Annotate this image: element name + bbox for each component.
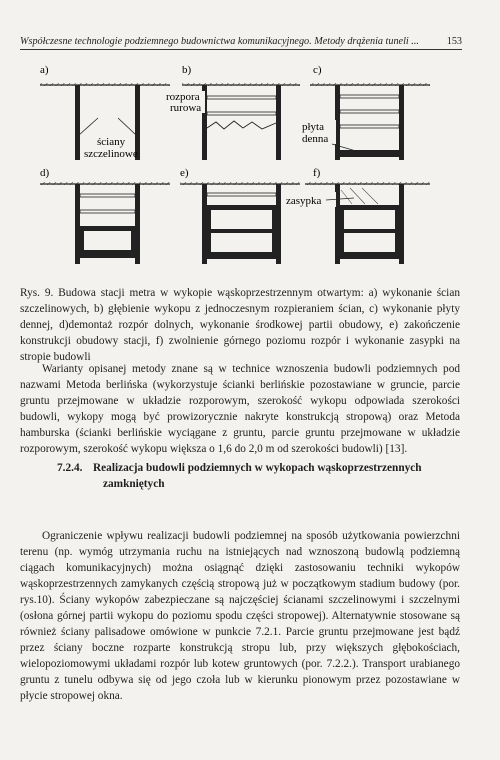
panel-f (282, 167, 430, 264)
panel-label-c: c) (313, 64, 322, 76)
paragraph-closed-excavations: Ograniczenie wpływu realizacji budowli podziemnej na sposób użytkowania powierzchni terenu (np. wymóg utrzymania ruchu na istniejących nad wznoszoną budowlą podziemną ciągach komunikacyjnych) można osiągnąć dzięki zastosowaniu techniki wykopów wąskoprzestrzennych zamykanych częścią stropową już w początkowym stadium budowy (por. rys.10). Ściany wykopów zabezpieczane są najczęściej ścianami szczelinowymi i szczelnymi (osłona górnej partii wykopu do poziomu spodu części stropowej). Alternatywnie stosowane są również ściany palisadowe omówione w punkcie 7.2.1. Parcie gruntu przejmowane jest bądź przez ściany boczne rozparte konstrukcją stropu lub, przy większych głębokościach, wielopoziomowymi układami rozpór lub kotew gruntowych (por. 7.2.2.). Transport urabianego gruntu z tunelu odbywa się od jego czoła lub w kierunku pionowym przez pozostawiane w płycie stropowej okna. (20, 530, 460, 702)
section-heading (57, 460, 457, 492)
label-denna: denna (302, 133, 329, 145)
section-title-line1: Realizacja budowli podziemnych w wykopach wąskoprzestrzennych (93, 462, 422, 474)
panel-c (300, 64, 430, 160)
figure-caption: Rys. 9. Budowa stacji metra w wykopie wąskoprzestrzennym otwartym: a) wykonanie ścian szczelinowych, b) głębienie wykopu z jednoczesnym rozpieraniem ścian, c) wykonanie płyty dennej, d)demontaż rozpór dolnych, wykonanie środkowej partii obudowy, e) zakończenie konstrukcji obudowy stacji, f) zwolnienie górnego poziomu rozpór i wykonanie zasypki na stropie budowli (20, 287, 460, 363)
panel-a (40, 64, 170, 160)
panel-d (40, 167, 170, 264)
label-rozpora: rozpora (166, 91, 200, 103)
panel-e (180, 167, 300, 264)
label-sciany: ściany (97, 136, 126, 148)
label-zasypka: zasypka (286, 195, 322, 207)
panel-label-f: f) (313, 167, 321, 179)
figure-station-construction (0, 60, 500, 282)
panel-b (165, 64, 300, 160)
label-plyta: płyta (302, 121, 324, 133)
section-number: 7.2.4. (57, 462, 83, 474)
panel-label-d: d) (40, 167, 50, 179)
section-title-line2: zamkniętych (103, 478, 165, 490)
panel-label-b: b) (182, 64, 192, 76)
running-header (20, 36, 462, 50)
label-rurowa: rurowa (170, 102, 202, 114)
running-title: Współczesne technologie podziemnego budownictwa komunikacyjnego. Metody drążenia tuneli ... (20, 36, 419, 47)
page-number: 153 (446, 36, 462, 47)
paragraph-methods: Warianty opisanej metody znane są w technice wznoszenia budowli podziemnych pod nazwami Metoda berlińska (wykorzystuje ścianki berlińskie pozostawiane w gruncie, parcie gruntu przejmowane w układzie rozporowym, szerokość wykopu odpowiada szerokości budowli, wykopy mogą być prowizorycznie nakryte konstrukcją stropową) oraz Metoda hamburska (ścianki berlińskie wyciągane z gruntu, parcie gruntu przejmowane w układzie rozporowym, szerokość wykopu większa o 1,6 do 2,0 m od szerokości budowli) [13]. (20, 363, 460, 455)
label-szczelinowe: szczelinowe (84, 148, 138, 160)
panel-label-a: a) (40, 64, 49, 76)
panel-label-e: e) (180, 167, 189, 179)
